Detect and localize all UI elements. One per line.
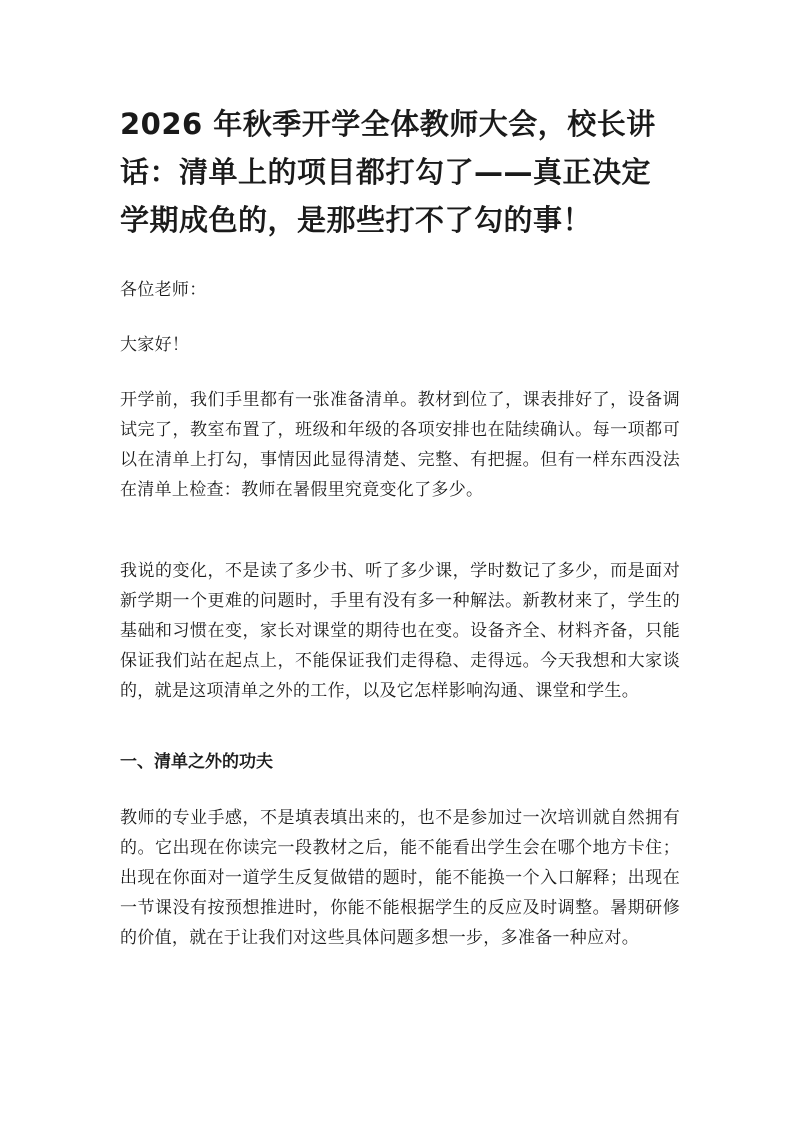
paragraph: 教师的专业手感，不是填表填出来的，也不是参加过一次培训就自然拥有的。它出现在你读完一段教材之后，能不能看出学生会在哪个地方卡住；出现在你面对一道学生反复做错的题时，能不能换一个入口解释；出现在一节课没有按预想推进时，你能不能根据学生的反应及时调整。暑期研修的价值，就在于让我们对这些具体问题多想一步，多准备一种应对。 (120, 808, 680, 948)
greeting: 大家好！ (120, 335, 190, 355)
paragraph: 开学前，我们手里都有一张准备清单。教材到位了，课表排好了，设备调试完了，教室布置了，班级和年级的各项安排也在陆续确认。每一项都可以在清单上打勾，事情因此显得清楚、完整、有把握。但有一样东西没法在清单上检查：教师在暑假里究竟变化了多少。 (120, 390, 680, 500)
document-title: 2026 年秋季开学全体教师大会，校长讲话：清单上的项目都打勾了——真正决定学期成色的，是那些打不了勾的事！ (120, 107, 656, 237)
paragraph: 我说的变化，不是读了多少书、听了多少课，学时数记了多少，而是面对新学期一个更难的问题时，手里有没有多一种解法。新教材来了，学生的基础和习惯在变，家长对课堂的期待也在变。设备齐全、材料齐备，只能保证我们站在起点上，不能保证我们走得稳、走得远。今天我想和大家谈的，就是这项清单之外的工作，以及它怎样影响沟通、课堂和学生。 (120, 561, 680, 701)
salutation: 各位老师： (120, 280, 207, 300)
section-heading: 一、清单之外的功夫 (120, 752, 273, 772)
